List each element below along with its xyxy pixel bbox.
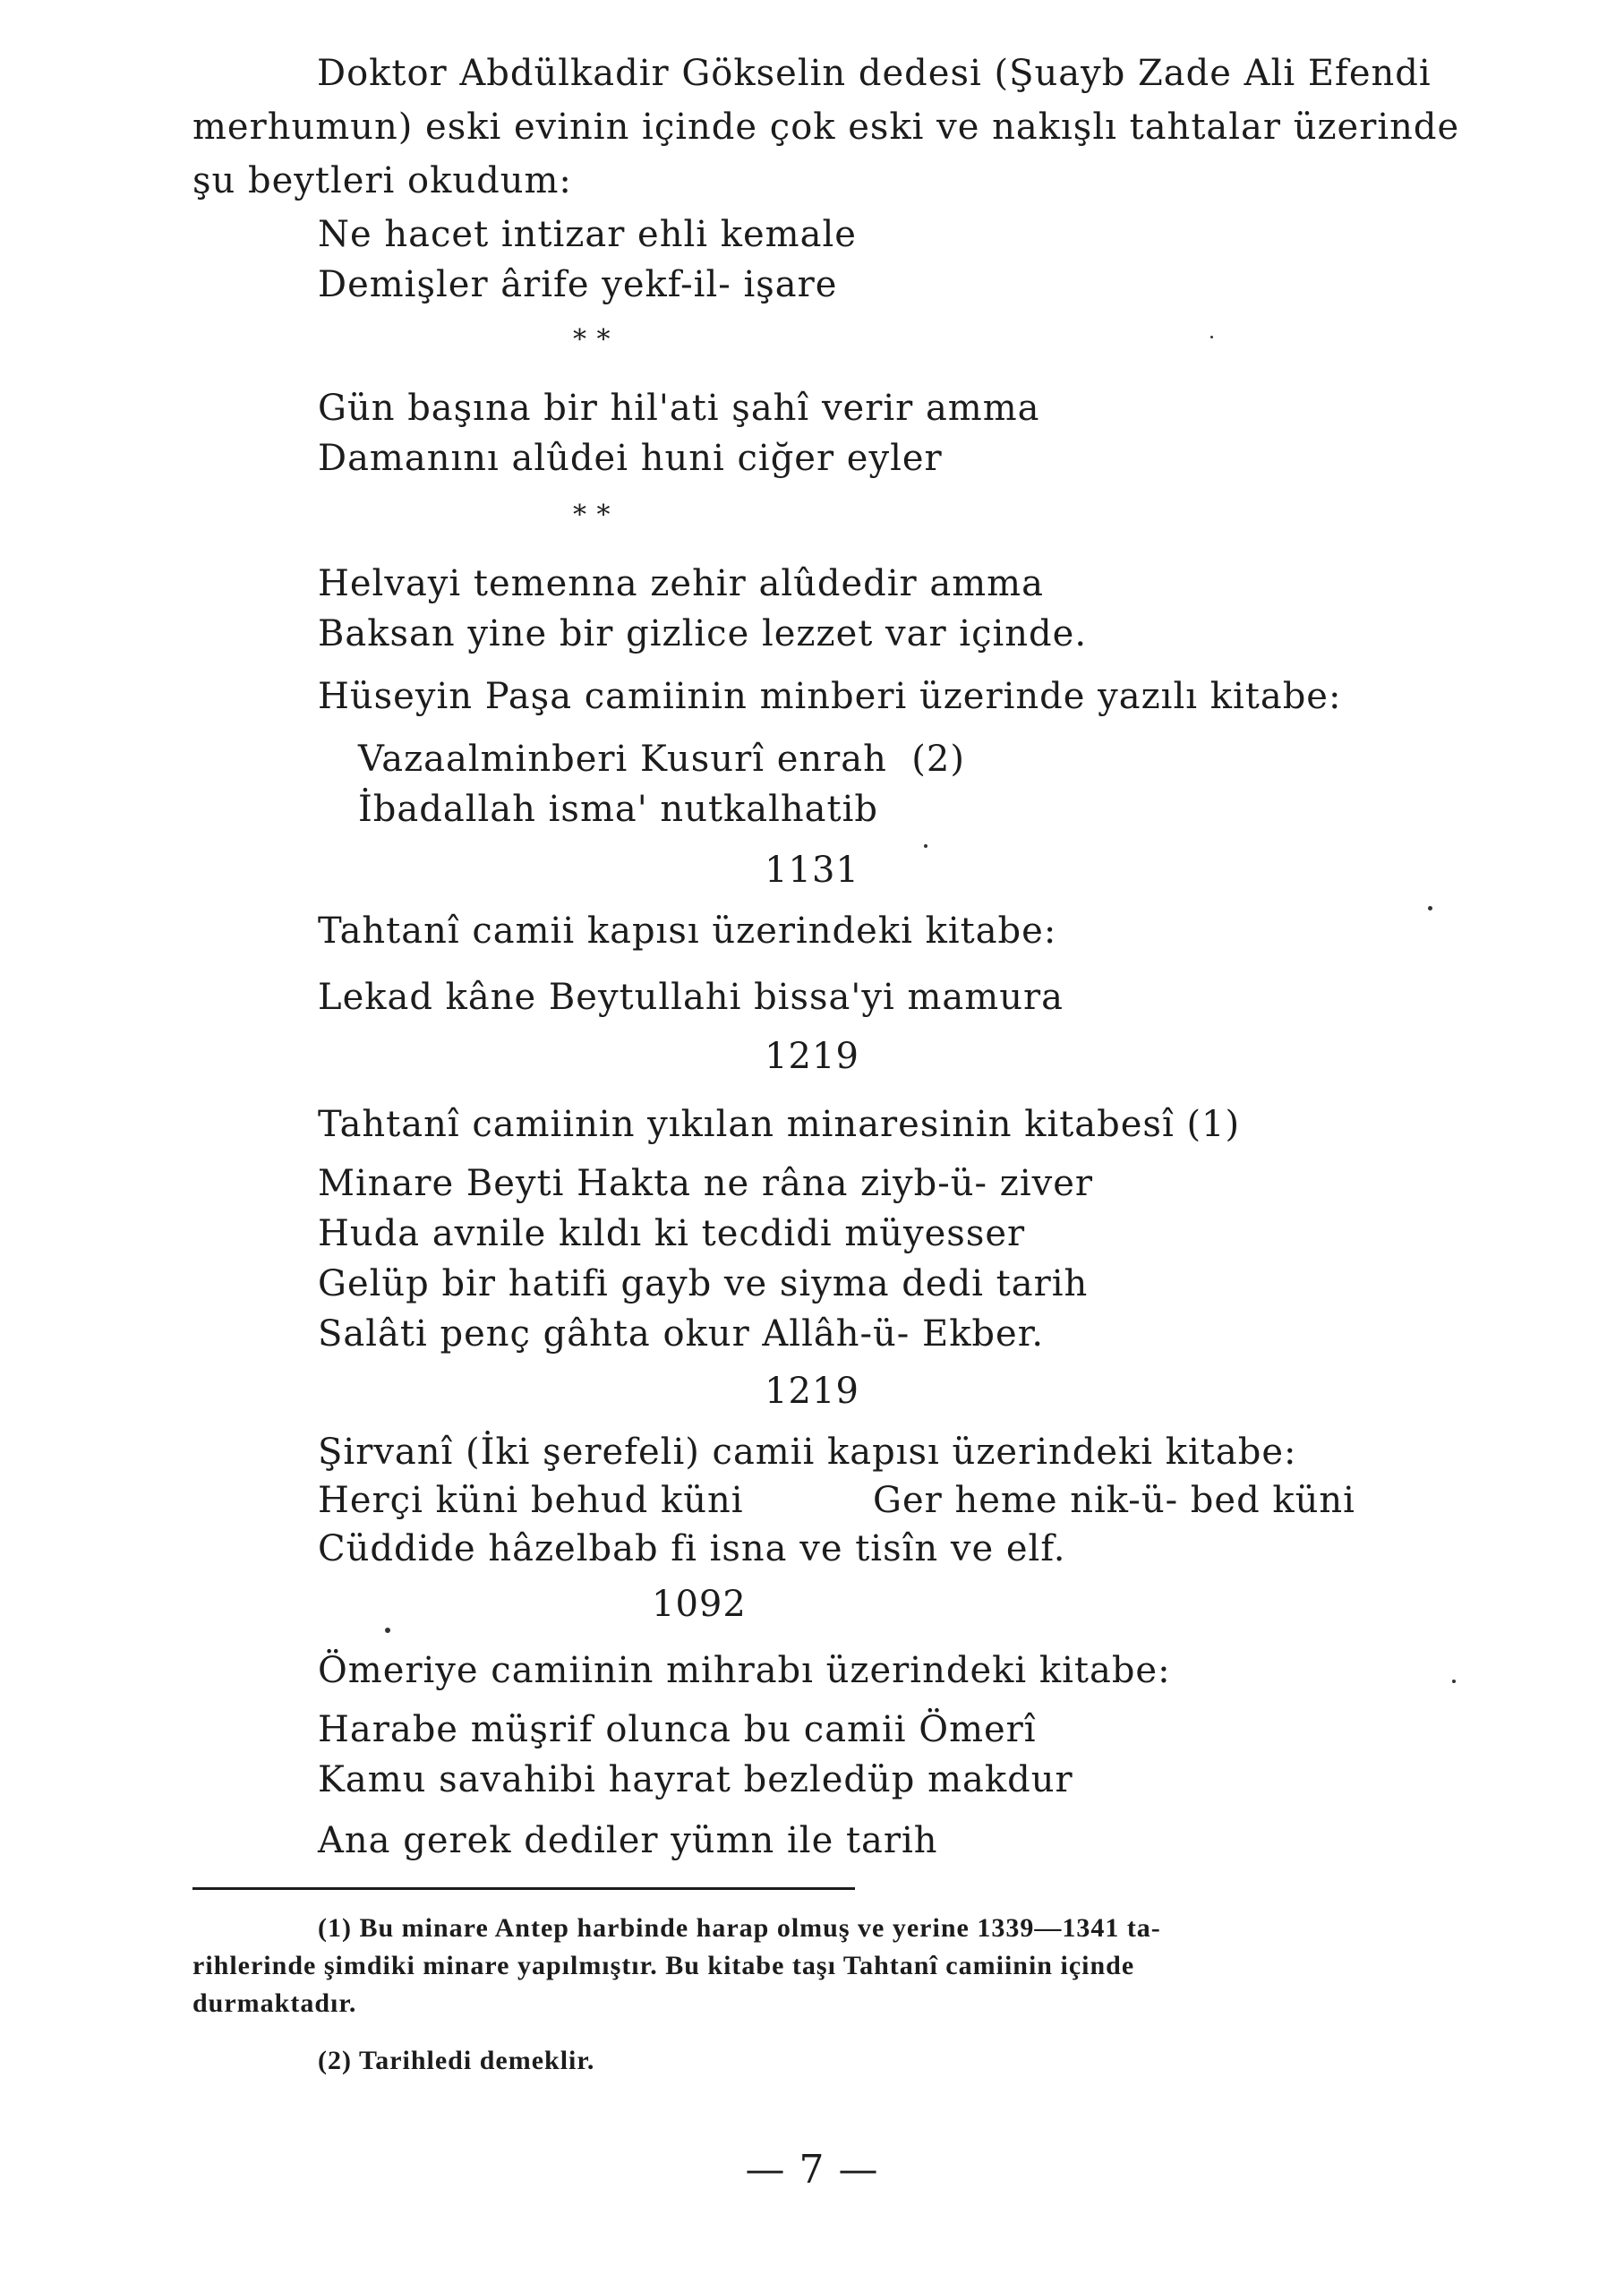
sirvani-date: 1092 (652, 1584, 747, 1625)
tahtani-minaret-line-4: Salâti penç gâhta okur Allâh-ü- Ekber. (318, 1313, 1045, 1355)
footnote-2: (2) Tarihledi demeklir. (318, 2046, 595, 2075)
tahtani-minaret-line-1: Minare Beyti Hakta ne râna ziyb-ü- ziver (318, 1163, 1093, 1204)
scan-speck (1210, 336, 1213, 338)
verse1-line-1: Ne hacet intizar ehli kemale (318, 214, 857, 255)
sirvani-line-1-left: Herçi küni behud küni (318, 1480, 744, 1521)
footnote-1-line-1: (1) Bu minare Antep harbinde harap olmuş ve yerine 1339—1341 ta- (318, 1913, 1161, 1943)
tahtani-minaret-heading: Tahtanî camiinin yıkılan minaresinin kitabesî (1) (318, 1104, 1241, 1145)
page-number: — 7 — (745, 2147, 879, 2193)
separator-1: * * (573, 324, 611, 355)
intro-line-3: şu beytleri okudum: (192, 160, 572, 201)
tahtani-door-line: Lekad kâne Beytullahi bissa'yi mamura (318, 977, 1064, 1018)
huseyin-line-2: İbadallah isma' nutkalhatib (358, 789, 878, 830)
tahtani-minaret-line-2: Huda avnile kıldı ki tecdidi müyesser (318, 1213, 1026, 1254)
scan-speck (924, 844, 927, 848)
verse3-line-1: Helvayi temenna zehir alûdedir amma (318, 563, 1044, 604)
scan-speck (385, 1628, 390, 1633)
huseyin-heading: Hüseyin Paşa camiinin minberi üzerinde yazılı kitabe: (318, 676, 1342, 717)
scan-speck (1452, 1680, 1456, 1683)
tahtani-door-heading: Tahtanî camii kapısı üzerindeki kitabe: (318, 910, 1057, 952)
tahtani-minaret-date: 1219 (765, 1371, 859, 1412)
verse2-line-2: Damanını alûdei huni ciğer eyler (318, 438, 943, 479)
verse3-line-2: Baksan yine bir gizlice lezzet var içinde. (318, 613, 1088, 654)
omeriye-line-3: Ana gerek dediler yümn ile tarih (318, 1820, 938, 1861)
footnote-1-line-3: durmaktadır. (192, 1988, 357, 2018)
omeriye-heading: Ömeriye camiinin mihrabı üzerindeki kitabe: (318, 1650, 1171, 1691)
sirvani-line-2: Cüddide hâzelbab fi isna ve tisîn ve elf. (318, 1528, 1066, 1569)
sirvani-line-1-right: Ger heme nik-ü- bed küni (873, 1480, 1355, 1521)
verse1-line-2: Demişler ârife yekf-il- işare (318, 264, 838, 305)
verse2-line-1: Gün başına bir hil'ati şahî verir amma (318, 388, 1040, 429)
huseyin-line-1: Vazaalminberi Kusurî enrah (2) (358, 739, 965, 780)
huseyin-date: 1131 (765, 850, 859, 891)
intro-line-2: merhumun) eski evinin içinde çok eski ve nakışlı tahtalar üzerinde (192, 107, 1460, 148)
intro-line-1: Doktor Abdülkadir Gökselin dedesi (Şuayb Zade Ali Efendi (317, 53, 1432, 94)
separator-2: * * (573, 500, 611, 531)
footnote-rule (192, 1887, 855, 1890)
tahtani-door-date: 1219 (765, 1036, 859, 1077)
tahtani-minaret-line-3: Gelüp bir hatifi gayb ve siyma dedi tarih (318, 1263, 1089, 1304)
sirvani-heading: Şirvanî (İki şerefeli) camii kapısı üzerindeki kitabe: (318, 1432, 1297, 1473)
scan-speck (1428, 906, 1432, 910)
footnote-1-line-2: rihlerinde şimdiki minare yapılmıştır. Bu kitabe taşı Tahtanî camiinin içinde (192, 1951, 1135, 1980)
omeriye-line-1: Harabe müşrif olunca bu camii Ömerî (318, 1709, 1037, 1750)
omeriye-line-2: Kamu savahibi hayrat bezledüp makdur (318, 1759, 1073, 1800)
